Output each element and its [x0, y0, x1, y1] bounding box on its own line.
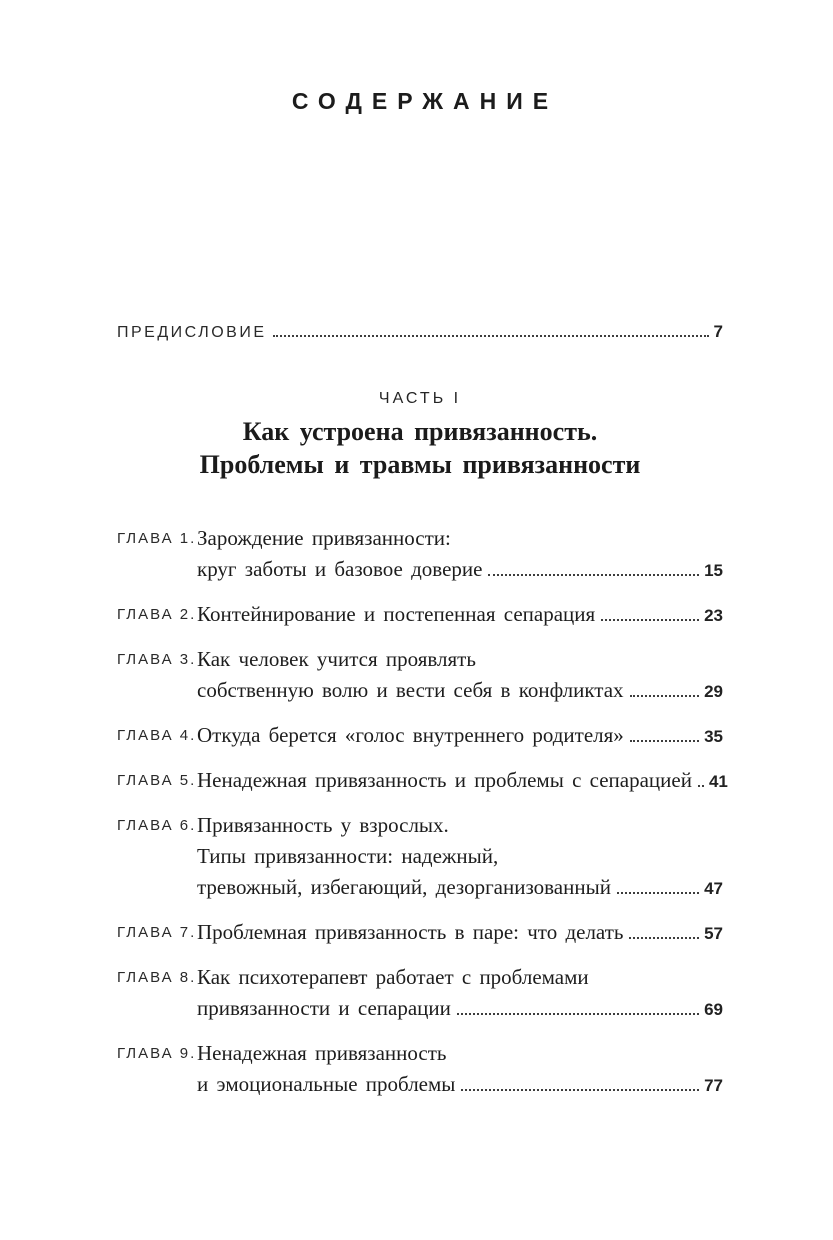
chapter-title-line: Контейнирование и постепенная сепарация: [197, 602, 596, 626]
part-heading: [117, 390, 723, 481]
page-title: СОДЕРЖАНИЕ: [291, 88, 559, 114]
chapter-title-line: Ненадежная привязанность и проблемы с сепарацией: [197, 768, 692, 792]
dot-leader: [601, 619, 699, 621]
page-number: 41: [708, 772, 728, 791]
toc-entry-chapter-9: [117, 1038, 723, 1101]
chapter-title-line: тревожный, избегающий, дезорганизованный: [197, 875, 611, 899]
dot-leader: [457, 1013, 699, 1015]
page-number: 23: [704, 606, 723, 625]
chapter-label: ГЛАВА 1.: [117, 530, 197, 547]
toc-entry-chapter-1: [117, 523, 723, 586]
chapter-label: ГЛАВА 4.: [117, 727, 197, 744]
dot-leader: [630, 740, 699, 742]
toc-entry-chapter-7: [117, 917, 723, 949]
toc-entry-chapter-8: [117, 962, 723, 1025]
toc-entry-chapter-4: [117, 720, 723, 752]
chapter-label: ГЛАВА 2.: [117, 606, 197, 623]
chapter-title-line: Проблемная привязанность в паре: что делать: [197, 920, 624, 944]
chapter-title-line: Как человек учится проявлять: [197, 647, 476, 671]
part-title-line-1: Как устроена привязанность.: [242, 417, 598, 446]
page-number: 35: [704, 727, 723, 746]
chapter-title-line: и эмоциональные проблемы: [197, 1072, 456, 1096]
dot-leader: [273, 335, 709, 337]
chapter-title-line: круг заботы и базовое доверие: [197, 557, 483, 581]
dot-leader: [698, 785, 704, 787]
part-title-line-2: Проблемы и травмы привязанности: [199, 450, 641, 479]
toc-entry-chapter-3: [117, 644, 723, 707]
chapter-label: ГЛАВА 8.: [117, 969, 197, 986]
page-number: 15: [704, 561, 723, 580]
preface-entry: [117, 322, 723, 342]
preface-label: ПРЕДИСЛОВИЕ: [117, 324, 267, 341]
chapter-title-line: Ненадежная привязанность: [197, 1041, 447, 1065]
chapter-list: [117, 523, 728, 1101]
dot-leader: [488, 574, 699, 576]
toc-entry-chapter-2: [117, 599, 723, 631]
dot-leader: [630, 695, 700, 697]
page-number: 69: [704, 1000, 723, 1019]
page-number: 47: [704, 879, 723, 898]
chapter-label: ГЛАВА 9.: [117, 1045, 197, 1062]
page-number: 7: [713, 322, 723, 341]
toc-entry-chapter-6: [117, 810, 723, 904]
toc-entry-chapter-5: [117, 765, 728, 797]
dot-leader: [629, 937, 699, 939]
chapter-label: ГЛАВА 6.: [117, 817, 197, 834]
chapter-title-line: привязанности и сепарации: [197, 996, 451, 1020]
chapter-label: ГЛАВА 7.: [117, 924, 197, 941]
page-number: 57: [704, 924, 723, 943]
page-number: 29: [704, 682, 723, 701]
dot-leader: [617, 892, 699, 894]
chapter-title-line: Зарождение привязанности:: [197, 526, 451, 550]
chapter-title-line: Привязанность у взрослых.: [197, 813, 449, 837]
part-title: [117, 415, 723, 481]
page-number: 77: [704, 1076, 723, 1095]
chapter-title-line: Как психотерапевт работает с проблемами: [197, 965, 589, 989]
chapter-label: ГЛАВА 5.: [117, 772, 197, 789]
chapter-label: ГЛАВА 3.: [117, 651, 197, 668]
chapter-title-line: собственную волю и вести себя в конфликтах: [197, 678, 624, 702]
chapter-title-line: Типы привязанности: надежный,: [197, 844, 499, 868]
chapter-title-line: Откуда берется «голос внутреннего родителя»: [197, 723, 624, 747]
dot-leader: [461, 1089, 699, 1091]
part-kicker: ЧАСТЬ I: [378, 390, 462, 407]
